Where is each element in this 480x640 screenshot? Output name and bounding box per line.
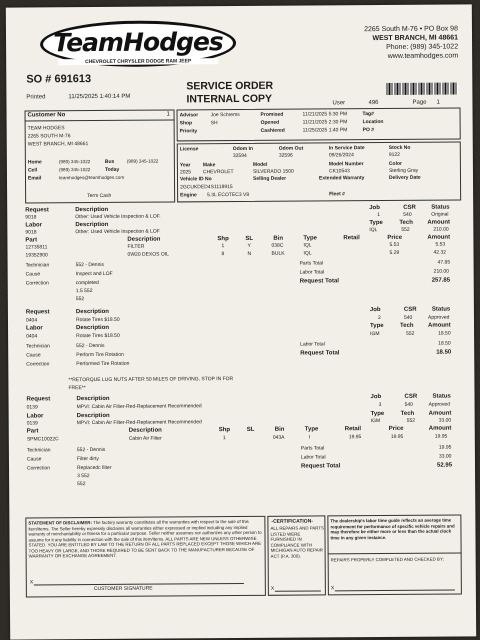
labor-code: 9018 — [25, 229, 37, 236]
part-sl: N — [247, 250, 252, 257]
odom-in-label: Odom In — [232, 145, 254, 153]
in-service-value: 09/26/2024 — [328, 152, 354, 159]
labor-amount: 33.00 — [438, 417, 452, 424]
printed-value: 11/25/2025 1:40:14 PM — [68, 93, 131, 101]
term-cash: Term Cash — [87, 192, 112, 200]
job-number: 3 — [378, 402, 382, 409]
part-description: FILTER — [127, 243, 145, 250]
labor-description-label: Description — [75, 221, 109, 229]
request-description: Rotate Tires $18.50 — [75, 316, 120, 324]
retorque-note: **RETORQUE LUG NUTS AFTER 50 MILES OF DRIVING, STOP IN FOR — [68, 376, 234, 384]
description-label: Description — [76, 395, 110, 403]
amount-label: Amount — [427, 219, 451, 226]
location-label: Location — [362, 119, 384, 126]
correction-value: Replacedc filter — [76, 464, 112, 472]
service-order-document — [6, 4, 476, 639]
model-number-value: CK10543 — [328, 168, 350, 175]
shop-value: SH — [210, 120, 218, 127]
cashiered-value: 11/25/2025 1:40 PM — [302, 127, 348, 134]
customer-signature-x: X — [29, 579, 34, 586]
shp-header: Shp — [217, 236, 229, 243]
part-bin: BULK — [271, 250, 285, 257]
color-label: Color — [388, 160, 402, 167]
correction-label: Correction — [25, 280, 49, 287]
customer-city: WEST BRANCH, MI 48661 — [27, 141, 89, 148]
advisor-value: Joe Schrems — [210, 112, 240, 119]
opened-label: Opened — [260, 119, 280, 126]
selling-dealer-label: Selling Dealer — [252, 175, 287, 182]
part-price: 5.29 — [389, 249, 400, 256]
parts-total-value: 19.95 — [438, 444, 452, 451]
correction-line2: 1.5 552 — [75, 288, 93, 295]
year-value: 2025 — [179, 169, 192, 176]
email-label: Email — [27, 175, 42, 182]
request-label: Request — [25, 309, 50, 316]
labor-total-label: Labor Total — [300, 341, 325, 348]
customer-name: TEAM HODGES — [27, 125, 65, 132]
labor-description: Other: Used Vehicle Inspection & LOF — [75, 228, 160, 236]
job-number: 2 — [377, 315, 381, 322]
price-header: Price — [387, 234, 403, 241]
csr-value: 540 — [403, 314, 413, 321]
technician-label: Technician — [26, 343, 50, 350]
dealer-website: www.teamhodges.com — [387, 52, 459, 60]
request-description: MPVI: Cabin Air Filter-Red-Replacement Recommended — [76, 403, 202, 411]
bin-header: Bin — [274, 426, 285, 433]
model-label: Model — [252, 161, 268, 168]
part-bin: 038C — [271, 242, 284, 249]
today-label: Today — [104, 166, 120, 173]
labor-amount: 210.00 — [433, 226, 449, 233]
status-value: Approved — [428, 401, 451, 408]
status-label: Status — [432, 393, 451, 400]
technician-value: 552 - Dennis — [76, 446, 106, 454]
tech-label: Tech — [399, 219, 413, 226]
part-type: IQL — [303, 242, 312, 249]
customer-number: 1 — [166, 111, 170, 118]
dealer-address-line2: WEST BRANCH, MI 48661 — [372, 34, 459, 43]
tech-label: Tech — [400, 322, 414, 329]
tech-label: Tech — [400, 410, 415, 417]
correction-value: completed — [75, 279, 99, 287]
email-value: teamhodges@teamhodges.com — [58, 174, 125, 181]
doc-title: SERVICE ORDER — [186, 79, 274, 93]
job-number: 1 — [377, 212, 381, 219]
technician-label: Technician — [25, 262, 50, 269]
labor-code: 0404 — [26, 333, 38, 340]
labor-total-value: 33.00 — [438, 453, 452, 460]
correction-line2: 3 552 — [77, 473, 90, 480]
description-label: Description — [75, 308, 109, 316]
dealer-address-line1: 2265 South M-76 • PO Box 98 — [364, 25, 458, 34]
user-label: User — [332, 100, 346, 107]
cell-label: Cell — [27, 167, 38, 174]
tag-label: Tag# — [362, 111, 374, 118]
logo-brands: CHEVROLET CHRYSLER DODGE RAM JEEP — [58, 58, 218, 65]
labor-description-label: Description — [76, 412, 110, 420]
retorque-note-line2: FREE** — [68, 385, 86, 392]
part-number: 19352900 — [25, 252, 48, 259]
retail-header: Retail — [344, 426, 362, 433]
engine-label: Engine — [180, 192, 197, 199]
cause-value: Filter dirty — [76, 455, 99, 463]
request-description: Other: Used Vehicle Inspection & LOF. — [75, 213, 161, 221]
cell-phone: (989) 345-1022 — [58, 167, 91, 173]
csr-value: 540 — [403, 211, 412, 218]
certification-title: -CERTIFICATION- — [271, 518, 313, 525]
shop-label: Shop — [179, 120, 193, 127]
cause-value: Perform Tire Rotation — [76, 351, 124, 359]
odom-out-label: Odom Out — [278, 145, 304, 152]
page-label: Page — [412, 99, 427, 106]
amount-label: Amount — [428, 410, 452, 417]
extended-warranty-label: Extended Warranty — [318, 175, 365, 182]
checked-by-signature-x: X — [330, 585, 335, 592]
request-total-value: 52.95 — [436, 462, 453, 469]
parts-total-label: Parts Total — [299, 260, 324, 267]
part-header: Part — [26, 428, 39, 435]
cashiered-label: Cashiered — [260, 127, 285, 134]
part-desc-header: Description — [127, 236, 161, 243]
csr-label: CSR — [403, 306, 417, 313]
sl-header: SL — [245, 235, 254, 242]
part-description: Cabin Air Filter — [128, 435, 162, 442]
promised-value: 11/21/2025 5:30 PM — [302, 111, 348, 118]
correction-line3: 552 — [75, 296, 85, 303]
request-total-value: 18.50 — [436, 349, 452, 356]
part-amount-header: Amount — [428, 425, 452, 432]
bin-header: Bin — [273, 235, 284, 242]
labor-total-value: 210.00 — [433, 268, 449, 275]
status-value: Approved — [427, 314, 450, 321]
part-type: IQL — [303, 250, 312, 257]
description-label: Description — [75, 206, 109, 214]
labor-label: Labor — [25, 222, 43, 229]
parts-total-label: Parts Total — [300, 445, 325, 452]
request-label: Request — [25, 207, 49, 214]
request-total-label: Request Total — [300, 350, 340, 357]
labor-description-label: Description — [76, 324, 110, 332]
repairs-checked-label: REPAIRS PROPERLY COMPLETED AND CHECKED BY: — [330, 556, 444, 563]
cause-value: Inspect and LOF — [75, 270, 113, 278]
fleet-label: Fleet # — [329, 191, 345, 198]
stock-value: 9122 — [388, 151, 400, 158]
odom-in-value: 32594 — [232, 152, 247, 160]
sl-header: SL — [246, 426, 255, 433]
labor-code: 0139 — [26, 420, 38, 427]
type-label: Type — [370, 411, 385, 418]
request-code: 0139 — [26, 404, 38, 411]
vin-value: 2GCUKDED4S1118915 — [180, 184, 233, 191]
part-sl: Y — [247, 242, 251, 249]
so-number: SO # 691613 — [26, 73, 92, 86]
delivery-date-label: Delivery Date — [388, 174, 421, 181]
model-number-label: Model Number — [328, 161, 364, 168]
labor-type: IQL — [369, 227, 378, 234]
correction-label: Correction — [26, 465, 51, 472]
parts-total-value: 47.85 — [437, 259, 451, 266]
part-description: 0W20 DEXOS OIL — [127, 251, 169, 258]
csr-label: CSR — [403, 204, 416, 211]
labor-tech: 552 — [406, 417, 416, 424]
labor-tech: 552 — [406, 330, 415, 337]
correction-line3: 552 — [77, 481, 86, 488]
part-number: SPMC10022C — [26, 436, 59, 443]
dealer-phone: Phone: (989) 345-1022 — [386, 43, 459, 51]
technician-value: 552 - Dennis — [75, 261, 104, 269]
bus-phone: (989) 345-1022 — [126, 158, 159, 164]
color-value: Sterling Gray — [388, 167, 419, 174]
correction-label: Correction — [26, 361, 50, 368]
request-code: 0404 — [25, 317, 38, 324]
type-label: Type — [370, 323, 384, 330]
labor-total-label: Labor Total — [299, 269, 325, 276]
part-price: 19.95 — [390, 433, 404, 440]
technician-value: 552 - Dennis — [76, 342, 105, 350]
request-code: 9018 — [25, 214, 37, 221]
job-label: Job — [369, 307, 381, 314]
advisor-label: Advisor — [179, 112, 199, 119]
labor-type: IGM — [370, 331, 380, 338]
amount-label: Amount — [428, 322, 451, 329]
disclaimer-text — [28, 519, 262, 559]
cause-label: Cause — [26, 456, 42, 463]
page-value: 1 — [436, 99, 440, 106]
part-amount-header: Amount — [427, 234, 451, 241]
part-bin: 043A — [272, 434, 285, 441]
labor-amount: 18.50 — [438, 330, 451, 337]
request-total-label: Request Total — [299, 278, 339, 285]
disclaimer-body: The factory warranty constitutes all the warranties with respect to the sale of this item/items. The Seller hereby expressly disclaims all warranties either expressed or implied including any implied warranty of merchantability or fitness for a particular purpose. Seller neither assumes nor authorizes any other person to assume for it any liability in connection with the sale of this item/items. ALL PARTS ARE NEW UNLESS OTHERWISE STATED. YOU ARE ENTITLED BY LAW TO THE RETURN OF ALL PARTS REPLACED EXCEPT THOSE WHICH ARE TOO HEAVY OR LARGE, AND THOSE REQUIRED TO BE SENT BACK TO THE MANUFACTURER BECAUSE OF WARRANTY OR EXCHANGE AGREEMENT. — [28, 518, 262, 559]
status-label: Status — [431, 204, 450, 211]
part-number: 12735811 — [25, 244, 48, 251]
in-service-label: In Service Date — [328, 145, 365, 152]
request-label: Request — [26, 396, 51, 403]
part-amount: 42.32 — [433, 249, 447, 256]
certification-signature-x: X — [270, 585, 275, 592]
make-label: Make — [202, 162, 216, 169]
part-retail: 19.95 — [348, 434, 362, 441]
home-label: Home — [27, 159, 42, 166]
year-label: Year — [179, 162, 191, 169]
make-value: CHEVROLET — [202, 169, 234, 176]
barcode — [386, 82, 458, 95]
part-shp: 1 — [221, 243, 225, 250]
request-total-value: 257.85 — [431, 277, 451, 284]
status-value: Original — [431, 211, 449, 218]
labor-tech: 552 — [401, 226, 410, 233]
promised-label: Promised — [260, 111, 284, 118]
customer-street: 2265 SOUTH M-76 — [27, 133, 71, 140]
cause-label: Cause — [25, 271, 41, 278]
labor-description: Rotate Tires $18.50 — [76, 332, 120, 340]
part-shp: 8 — [221, 251, 225, 258]
part-type-header: Type — [304, 426, 319, 433]
labor-total-label: Labor Total — [300, 454, 326, 461]
labor-description: MPVI: Cabin Air Filter-Red-Replacement Recommended — [76, 419, 202, 427]
printed-label: Printed — [26, 94, 46, 101]
disclaimer-title: STATEMENT OF DISCLAIMER: — [28, 520, 92, 526]
part-type: I — [308, 434, 311, 441]
job-label: Job — [369, 205, 380, 212]
labor-guide-text: The dealership's labor time guide reflects an average time requirement for performance of specific vehicle repairs and may therefore be either more or less than the actual clock time in any given instance. — [330, 517, 455, 540]
part-shp: 1 — [222, 435, 226, 442]
request-total-label: Request Total — [300, 463, 341, 470]
dealer-address — [364, 24, 458, 61]
part-desc-header: Description — [128, 427, 162, 434]
price-header: Price — [388, 425, 404, 432]
labor-type: IGM — [370, 418, 381, 425]
csr-value: 540 — [404, 401, 413, 408]
user-value: 496 — [368, 100, 379, 107]
customer-header: Customer No — [27, 112, 66, 119]
retail-header: Retail — [343, 235, 360, 242]
customer-signature-label: CUSTOMER SIGNATURE — [93, 585, 153, 593]
part-type-header: Type — [303, 235, 318, 242]
correction-value: Performed Tire Rotation — [76, 360, 130, 368]
priority-label: Priority — [179, 128, 198, 135]
certification-text: ALL REPAIRS AND PARTS LISTED WERE FURNISHED IN COMPLIANCE WITH MICHIGAN AUTO REPAIR ACT (P.A. 300). — [270, 525, 324, 559]
engine-value: 5.3L ECOTEC3 V8 — [207, 191, 250, 199]
license-label: License — [179, 146, 199, 153]
status-label: Status — [431, 306, 451, 313]
home-phone: (989) 345-1022 — [58, 159, 91, 165]
job-label: Job — [370, 394, 382, 401]
po-label: PO # — [362, 127, 375, 134]
part-price: 5.53 — [389, 241, 400, 248]
cause-label: Cause — [26, 352, 41, 359]
bus-label: Bus — [104, 158, 115, 165]
labor-total-value: 18.50 — [438, 340, 451, 347]
labor-label: Labor — [26, 325, 43, 332]
dealer-logo — [40, 20, 236, 69]
opened-value: 11/21/2025 2:30 PM — [302, 119, 348, 126]
doc-subtitle: INTERNAL COPY — [186, 92, 273, 106]
labor-label: Labor — [26, 413, 44, 420]
odom-out-value: 32596 — [278, 152, 293, 159]
shp-header: Shp — [218, 427, 231, 434]
part-amount: 5.53 — [435, 241, 446, 248]
part-header: Part — [25, 237, 38, 244]
csr-label: CSR — [404, 393, 418, 400]
stock-label: Stock No — [388, 144, 411, 151]
part-amount: 19.95 — [434, 433, 448, 440]
logo-text: TeamHodges — [53, 27, 223, 58]
technician-label: Technician — [26, 447, 51, 454]
type-label: Type — [369, 220, 383, 227]
model-value: SILVERADO 1500 — [252, 168, 294, 175]
customer-box — [25, 109, 176, 203]
vin-label: Vehicle ID No — [179, 176, 212, 183]
